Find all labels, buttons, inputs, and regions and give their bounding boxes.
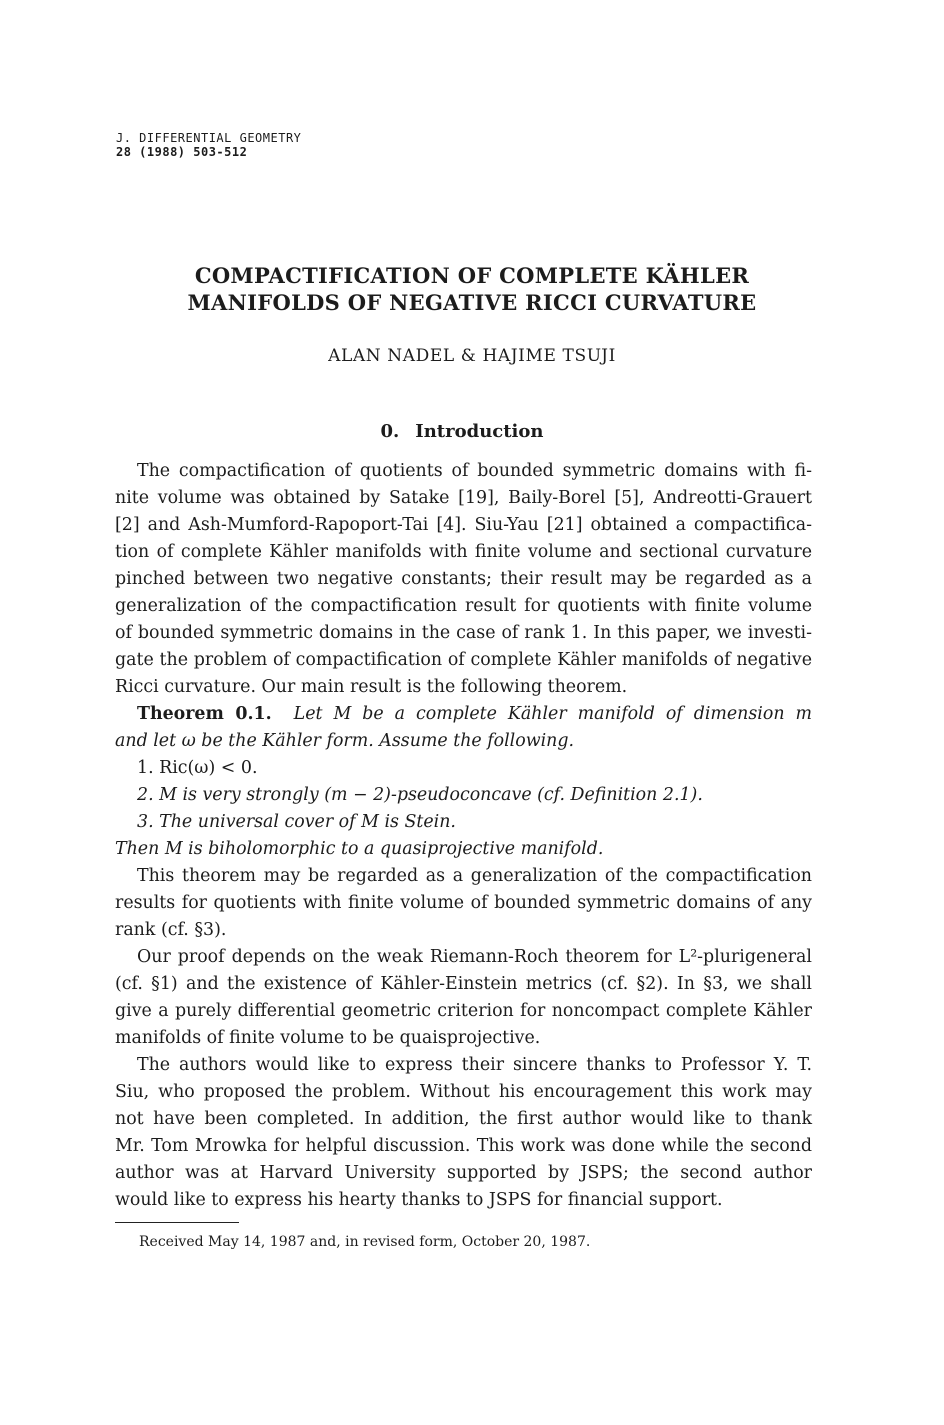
- text-line: gate the problem of compactification of complete Kähler manifolds of negative: [115, 650, 812, 670]
- text-line: nite volume was obtained by Satake [19], Baily-Borel [5], Andreotti-Grauert: [115, 488, 812, 508]
- text-line: (cf. §1) and the existence of Kähler-Einstein metrics (cf. §2). In §3, we shall: [115, 974, 812, 994]
- text-line: rank (cf. §3).: [115, 920, 227, 940]
- theorem-item-1: 1. Ric(ω) < 0.: [137, 758, 258, 778]
- text-line: The compactification of quotients of bounded symmetric domains with fi-: [137, 461, 812, 481]
- section-number: 0.: [380, 421, 400, 442]
- text-line: author was at Harvard University supported by JSPS; the second author: [115, 1163, 812, 1183]
- text-line: Our proof depends on the weak Riemann-Roch theorem for L²-plurigeneral: [137, 947, 812, 967]
- theorem-item-3: 3. The universal cover of M is Stein.: [137, 812, 456, 832]
- text-line: results for quotients with finite volume of bounded symmetric domains of any: [115, 893, 812, 913]
- journal-name: J. DIFFERENTIAL GEOMETRY: [116, 131, 302, 145]
- text-line: would like to express his hearty thanks to JSPS for financial support.: [115, 1190, 723, 1210]
- text-line: manifolds of finite volume to be quaisprojective.: [115, 1028, 541, 1048]
- journal-header: [116, 131, 301, 159]
- title-line-1: COMPACTIFICATION OF COMPLETE KÄHLER: [194, 263, 750, 288]
- text-line: tion of complete Kähler manifolds with finite volume and sectional curvature: [115, 542, 812, 562]
- text-line: generalization of the compactification result for quotients with finite volume: [115, 596, 812, 616]
- paper-title: [0, 262, 944, 316]
- footnote-rule: [115, 1222, 239, 1223]
- section-title: Introduction: [415, 421, 544, 442]
- text-line: The authors would like to express their sincere thanks to Professor Y. T.: [137, 1055, 812, 1075]
- theorem-statement: [115, 701, 812, 728]
- text-line: give a purely differential geometric criterion for noncompact complete Kähler: [115, 1001, 812, 1021]
- body-text: [115, 458, 812, 1214]
- title-line-2: MANIFOLDS OF NEGATIVE RICCI CURVATURE: [187, 290, 757, 315]
- text-line: Siu, who proposed the problem. Without his encouragement this work may: [115, 1082, 812, 1102]
- text-line: Mr. Tom Mrowka for helpful discussion. This work was done while the second: [115, 1136, 812, 1156]
- theorem-item-2: 2. M is very strongly (m − 2)-pseudoconcave (cf. Definition 2.1).: [137, 785, 703, 805]
- theorem-text-line: and let ω be the Kähler form. Assume the following.: [115, 731, 575, 751]
- text-line: This theorem may be regarded as a generalization of the compactification: [137, 866, 812, 886]
- section-heading: [0, 421, 924, 442]
- authors: ALAN NADEL & HAJIME TSUJI: [328, 346, 616, 366]
- footnote: Received May 14, 1987 and, in revised form, October 20, 1987.: [139, 1234, 591, 1250]
- text-line: of bounded symmetric domains in the case of rank 1. In this paper, we investi-: [115, 623, 812, 643]
- text-line: pinched between two negative constants; their result may be regarded as a: [115, 569, 812, 589]
- text-line: Ricci curvature. Our main result is the following theorem.: [115, 677, 628, 697]
- journal-citation: 28 (1988) 503-512: [116, 145, 248, 159]
- theorem-label: Theorem 0.1.: [137, 704, 272, 724]
- theorem-text: Let M be a complete Kähler manifold of dimension m: [293, 704, 813, 724]
- text-line: not have been completed. In addition, the first author would like to thank: [115, 1109, 812, 1129]
- text-line: [2] and Ash-Mumford-Rapoport-Tai [4]. Siu-Yau [21] obtained a compactifica-: [115, 515, 812, 535]
- theorem-conclusion: Then M is biholomorphic to a quasiprojective manifold.: [115, 839, 604, 859]
